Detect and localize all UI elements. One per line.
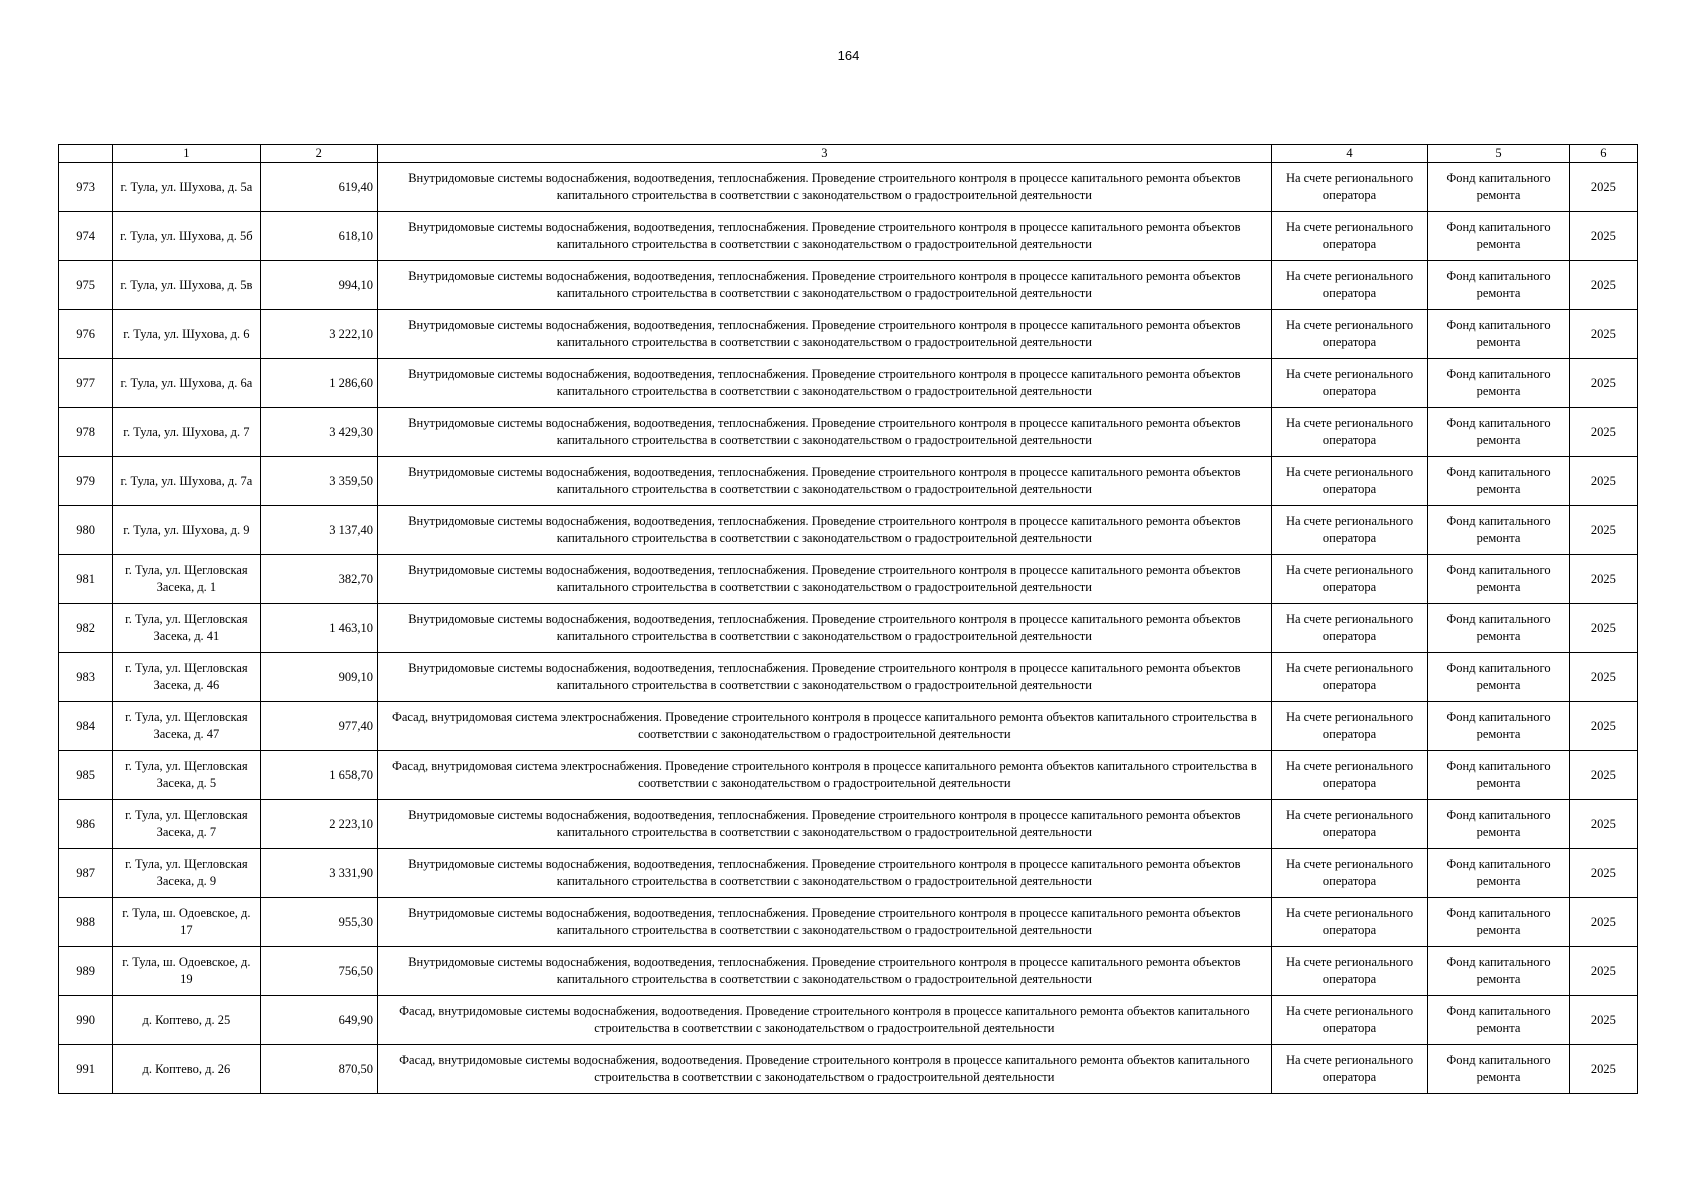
table-row	[59, 947, 1638, 996]
table-row	[59, 1045, 1638, 1094]
account-cell: На счете регионального оператора	[1271, 555, 1427, 604]
area-cell: 994,10	[260, 261, 377, 310]
area-cell: 649,90	[260, 996, 377, 1045]
table-header	[59, 145, 1638, 163]
funding-source-cell: Фонд капитального ремонта	[1428, 653, 1569, 702]
account-cell: На счете регионального оператора	[1271, 947, 1427, 996]
header-cell: 5	[1428, 145, 1569, 163]
funding-source-cell: Фонд капитального ремонта	[1428, 359, 1569, 408]
area-cell: 1 286,60	[260, 359, 377, 408]
address-cell: г. Тула, ул. Щегловская Засека, д. 9	[113, 849, 260, 898]
account-cell: На счете регионального оператора	[1271, 653, 1427, 702]
row-number-cell: 989	[59, 947, 113, 996]
table-row	[59, 751, 1638, 800]
row-number-cell: 979	[59, 457, 113, 506]
area-cell: 3 331,90	[260, 849, 377, 898]
funding-source-cell: Фонд капитального ремонта	[1428, 604, 1569, 653]
year-cell: 2025	[1569, 653, 1637, 702]
funding-source-cell: Фонд капитального ремонта	[1428, 163, 1569, 212]
row-number-cell: 975	[59, 261, 113, 310]
table-row	[59, 653, 1638, 702]
year-cell: 2025	[1569, 408, 1637, 457]
area-cell: 955,30	[260, 898, 377, 947]
table-row	[59, 702, 1638, 751]
work-description-cell: Внутридомовые системы водоснабжения, водоотведения, теплоснабжения. Проведение строительного контроля в процессе капитального ремонта объектов капитального строительства в соответствии с законодательством о градостроительной деятельности	[377, 604, 1271, 653]
header-cell: 6	[1569, 145, 1637, 163]
account-cell: На счете регионального оператора	[1271, 604, 1427, 653]
table-row	[59, 898, 1638, 947]
work-description-cell: Внутридомовые системы водоснабжения, водоотведения, теплоснабжения. Проведение строительного контроля в процессе капитального ремонта объектов капитального строительства в соответствии с законодательством о градостроительной деятельности	[377, 310, 1271, 359]
funding-source-cell: Фонд капитального ремонта	[1428, 1045, 1569, 1094]
repair-plan-table	[58, 144, 1638, 1094]
year-cell: 2025	[1569, 163, 1637, 212]
year-cell: 2025	[1569, 506, 1637, 555]
work-description-cell: Фасад, внутридомовые системы водоснабжения, водоотведения. Проведение строительного контроля в процессе капитального ремонта объектов капитального строительства в соответствии с законодательством о градостроительной деятельности	[377, 996, 1271, 1045]
address-cell: г. Тула, ул. Шухова, д. 6а	[113, 359, 260, 408]
table-body	[59, 163, 1638, 1094]
work-description-cell: Внутридомовые системы водоснабжения, водоотведения, теплоснабжения. Проведение строительного контроля в процессе капитального ремонта объектов капитального строительства в соответствии с законодательством о градостроительной деятельности	[377, 898, 1271, 947]
header-cell: 2	[260, 145, 377, 163]
address-cell: г. Тула, ул. Шухова, д. 7	[113, 408, 260, 457]
year-cell: 2025	[1569, 261, 1637, 310]
work-description-cell: Фасад, внутридомовая система электроснабжения. Проведение строительного контроля в процессе капитального ремонта объектов капитального строительства в соответствии с законодательством о градостроительной деятельности	[377, 702, 1271, 751]
address-cell: г. Тула, ул. Щегловская Засека, д. 47	[113, 702, 260, 751]
account-cell: На счете регионального оператора	[1271, 506, 1427, 555]
funding-source-cell: Фонд капитального ремонта	[1428, 702, 1569, 751]
work-description-cell: Внутридомовые системы водоснабжения, водоотведения, теплоснабжения. Проведение строительного контроля в процессе капитального ремонта объектов капитального строительства в соответствии с законодательством о градостроительной деятельности	[377, 359, 1271, 408]
address-cell: д. Коптево, д. 26	[113, 1045, 260, 1094]
table-row	[59, 261, 1638, 310]
work-description-cell: Внутридомовые системы водоснабжения, водоотведения, теплоснабжения. Проведение строительного контроля в процессе капитального ремонта объектов капитального строительства в соответствии с законодательством о градостроительной деятельности	[377, 212, 1271, 261]
funding-source-cell: Фонд капитального ремонта	[1428, 212, 1569, 261]
year-cell: 2025	[1569, 996, 1637, 1045]
work-description-cell: Внутридомовые системы водоснабжения, водоотведения, теплоснабжения. Проведение строительного контроля в процессе капитального ремонта объектов капитального строительства в соответствии с законодательством о градостроительной деятельности	[377, 653, 1271, 702]
year-cell: 2025	[1569, 947, 1637, 996]
area-cell: 2 223,10	[260, 800, 377, 849]
address-cell: г. Тула, ул. Щегловская Засека, д. 7	[113, 800, 260, 849]
account-cell: На счете регионального оператора	[1271, 359, 1427, 408]
account-cell: На счете регионального оператора	[1271, 163, 1427, 212]
area-cell: 382,70	[260, 555, 377, 604]
year-cell: 2025	[1569, 898, 1637, 947]
address-cell: д. Коптево, д. 25	[113, 996, 260, 1045]
funding-source-cell: Фонд капитального ремонта	[1428, 996, 1569, 1045]
account-cell: На счете регионального оператора	[1271, 702, 1427, 751]
work-description-cell: Внутридомовые системы водоснабжения, водоотведения, теплоснабжения. Проведение строительного контроля в процессе капитального ремонта объектов капитального строительства в соответствии с законодательством о градостроительной деятельности	[377, 800, 1271, 849]
funding-source-cell: Фонд капитального ремонта	[1428, 408, 1569, 457]
row-number-cell: 981	[59, 555, 113, 604]
address-cell: г. Тула, ул. Шухова, д. 5в	[113, 261, 260, 310]
area-cell: 870,50	[260, 1045, 377, 1094]
account-cell: На счете регионального оператора	[1271, 1045, 1427, 1094]
address-cell: г. Тула, ул. Щегловская Засека, д. 1	[113, 555, 260, 604]
row-number-cell: 983	[59, 653, 113, 702]
funding-source-cell: Фонд капитального ремонта	[1428, 800, 1569, 849]
year-cell: 2025	[1569, 212, 1637, 261]
row-number-cell: 986	[59, 800, 113, 849]
header-cell: 1	[113, 145, 260, 163]
work-description-cell: Внутридомовые системы водоснабжения, водоотведения, теплоснабжения. Проведение строительного контроля в процессе капитального ремонта объектов капитального строительства в соответствии с законодательством о градостроительной деятельности	[377, 261, 1271, 310]
funding-source-cell: Фонд капитального ремонта	[1428, 506, 1569, 555]
row-number-cell: 980	[59, 506, 113, 555]
row-number-cell: 977	[59, 359, 113, 408]
work-description-cell: Внутридомовые системы водоснабжения, водоотведения, теплоснабжения. Проведение строительного контроля в процессе капитального ремонта объектов капитального строительства в соответствии с законодательством о градостроительной деятельности	[377, 506, 1271, 555]
table-row	[59, 506, 1638, 555]
area-cell: 1 658,70	[260, 751, 377, 800]
table-row	[59, 163, 1638, 212]
row-number-cell: 973	[59, 163, 113, 212]
table-row	[59, 996, 1638, 1045]
account-cell: На счете регионального оператора	[1271, 898, 1427, 947]
table-row	[59, 604, 1638, 653]
area-cell: 909,10	[260, 653, 377, 702]
funding-source-cell: Фонд капитального ремонта	[1428, 555, 1569, 604]
row-number-cell: 988	[59, 898, 113, 947]
area-cell: 618,10	[260, 212, 377, 261]
table-row	[59, 849, 1638, 898]
address-cell: г. Тула, ул. Шухова, д. 9	[113, 506, 260, 555]
table-row	[59, 800, 1638, 849]
address-cell: г. Тула, ул. Щегловская Засека, д. 46	[113, 653, 260, 702]
row-number-cell: 982	[59, 604, 113, 653]
year-cell: 2025	[1569, 849, 1637, 898]
funding-source-cell: Фонд капитального ремонта	[1428, 898, 1569, 947]
funding-source-cell: Фонд капитального ремонта	[1428, 457, 1569, 506]
year-cell: 2025	[1569, 702, 1637, 751]
header-cell: 4	[1271, 145, 1427, 163]
row-number-cell: 976	[59, 310, 113, 359]
year-cell: 2025	[1569, 604, 1637, 653]
table-row	[59, 310, 1638, 359]
work-description-cell: Внутридомовые системы водоснабжения, водоотведения, теплоснабжения. Проведение строительного контроля в процессе капитального ремонта объектов капитального строительства в соответствии с законодательством о градостроительной деятельности	[377, 457, 1271, 506]
account-cell: На счете регионального оператора	[1271, 408, 1427, 457]
year-cell: 2025	[1569, 359, 1637, 408]
table-row	[59, 359, 1638, 408]
account-cell: На счете регионального оператора	[1271, 310, 1427, 359]
funding-source-cell: Фонд капитального ремонта	[1428, 751, 1569, 800]
row-number-cell: 974	[59, 212, 113, 261]
account-cell: На счете регионального оператора	[1271, 849, 1427, 898]
year-cell: 2025	[1569, 457, 1637, 506]
work-description-cell: Внутридомовые системы водоснабжения, водоотведения, теплоснабжения. Проведение строительного контроля в процессе капитального ремонта объектов капитального строительства в соответствии с законодательством о градостроительной деятельности	[377, 947, 1271, 996]
work-description-cell: Внутридомовые системы водоснабжения, водоотведения, теплоснабжения. Проведение строительного контроля в процессе капитального ремонта объектов капитального строительства в соответствии с законодательством о градостроительной деятельности	[377, 163, 1271, 212]
row-number-cell: 978	[59, 408, 113, 457]
address-cell: г. Тула, ул. Щегловская Засека, д. 5	[113, 751, 260, 800]
account-cell: На счете регионального оператора	[1271, 800, 1427, 849]
address-cell: г. Тула, ул. Шухова, д. 6	[113, 310, 260, 359]
area-cell: 3 429,30	[260, 408, 377, 457]
funding-source-cell: Фонд капитального ремонта	[1428, 947, 1569, 996]
work-description-cell: Внутридомовые системы водоснабжения, водоотведения, теплоснабжения. Проведение строительного контроля в процессе капитального ремонта объектов капитального строительства в соответствии с законодательством о градостроительной деятельности	[377, 408, 1271, 457]
year-cell: 2025	[1569, 800, 1637, 849]
funding-source-cell: Фонд капитального ремонта	[1428, 261, 1569, 310]
account-cell: На счете регионального оператора	[1271, 457, 1427, 506]
area-cell: 756,50	[260, 947, 377, 996]
year-cell: 2025	[1569, 1045, 1637, 1094]
table-row	[59, 408, 1638, 457]
area-cell: 3 359,50	[260, 457, 377, 506]
account-cell: На счете регионального оператора	[1271, 996, 1427, 1045]
year-cell: 2025	[1569, 555, 1637, 604]
table-row	[59, 457, 1638, 506]
row-number-cell: 990	[59, 996, 113, 1045]
year-cell: 2025	[1569, 310, 1637, 359]
address-cell: г. Тула, ул. Щегловская Засека, д. 41	[113, 604, 260, 653]
account-cell: На счете регионального оператора	[1271, 212, 1427, 261]
address-cell: г. Тула, ул. Шухова, д. 7а	[113, 457, 260, 506]
work-description-cell: Фасад, внутридомовая система электроснабжения. Проведение строительного контроля в процессе капитального ремонта объектов капитального строительства в соответствии с законодательством о градостроительной деятельности	[377, 751, 1271, 800]
area-cell: 3 137,40	[260, 506, 377, 555]
header-row	[59, 145, 1638, 163]
address-cell: г. Тула, ш. Одоевское, д. 17	[113, 898, 260, 947]
row-number-cell: 991	[59, 1045, 113, 1094]
work-description-cell: Фасад, внутридомовые системы водоснабжения, водоотведения. Проведение строительного контроля в процессе капитального ремонта объектов капитального строительства в соответствии с законодательством о градостроительной деятельности	[377, 1045, 1271, 1094]
page-number: 164	[837, 48, 860, 63]
table-row	[59, 555, 1638, 604]
header-cell: 3	[377, 145, 1271, 163]
row-number-cell: 987	[59, 849, 113, 898]
area-cell: 977,40	[260, 702, 377, 751]
address-cell: г. Тула, ш. Одоевское, д. 19	[113, 947, 260, 996]
funding-source-cell: Фонд капитального ремонта	[1428, 310, 1569, 359]
address-cell: г. Тула, ул. Шухова, д. 5а	[113, 163, 260, 212]
work-description-cell: Внутридомовые системы водоснабжения, водоотведения, теплоснабжения. Проведение строительного контроля в процессе капитального ремонта объектов капитального строительства в соответствии с законодательством о градостроительной деятельности	[377, 555, 1271, 604]
address-cell: г. Тула, ул. Шухова, д. 5б	[113, 212, 260, 261]
area-cell: 3 222,10	[260, 310, 377, 359]
work-description-cell: Внутридомовые системы водоснабжения, водоотведения, теплоснабжения. Проведение строительного контроля в процессе капитального ремонта объектов капитального строительства в соответствии с законодательством о градостроительной деятельности	[377, 849, 1271, 898]
table-row	[59, 212, 1638, 261]
row-number-cell: 985	[59, 751, 113, 800]
account-cell: На счете регионального оператора	[1271, 261, 1427, 310]
account-cell: На счете регионального оператора	[1271, 751, 1427, 800]
funding-source-cell: Фонд капитального ремонта	[1428, 849, 1569, 898]
area-cell: 619,40	[260, 163, 377, 212]
year-cell: 2025	[1569, 751, 1637, 800]
header-cell-index	[59, 145, 113, 163]
row-number-cell: 984	[59, 702, 113, 751]
area-cell: 1 463,10	[260, 604, 377, 653]
